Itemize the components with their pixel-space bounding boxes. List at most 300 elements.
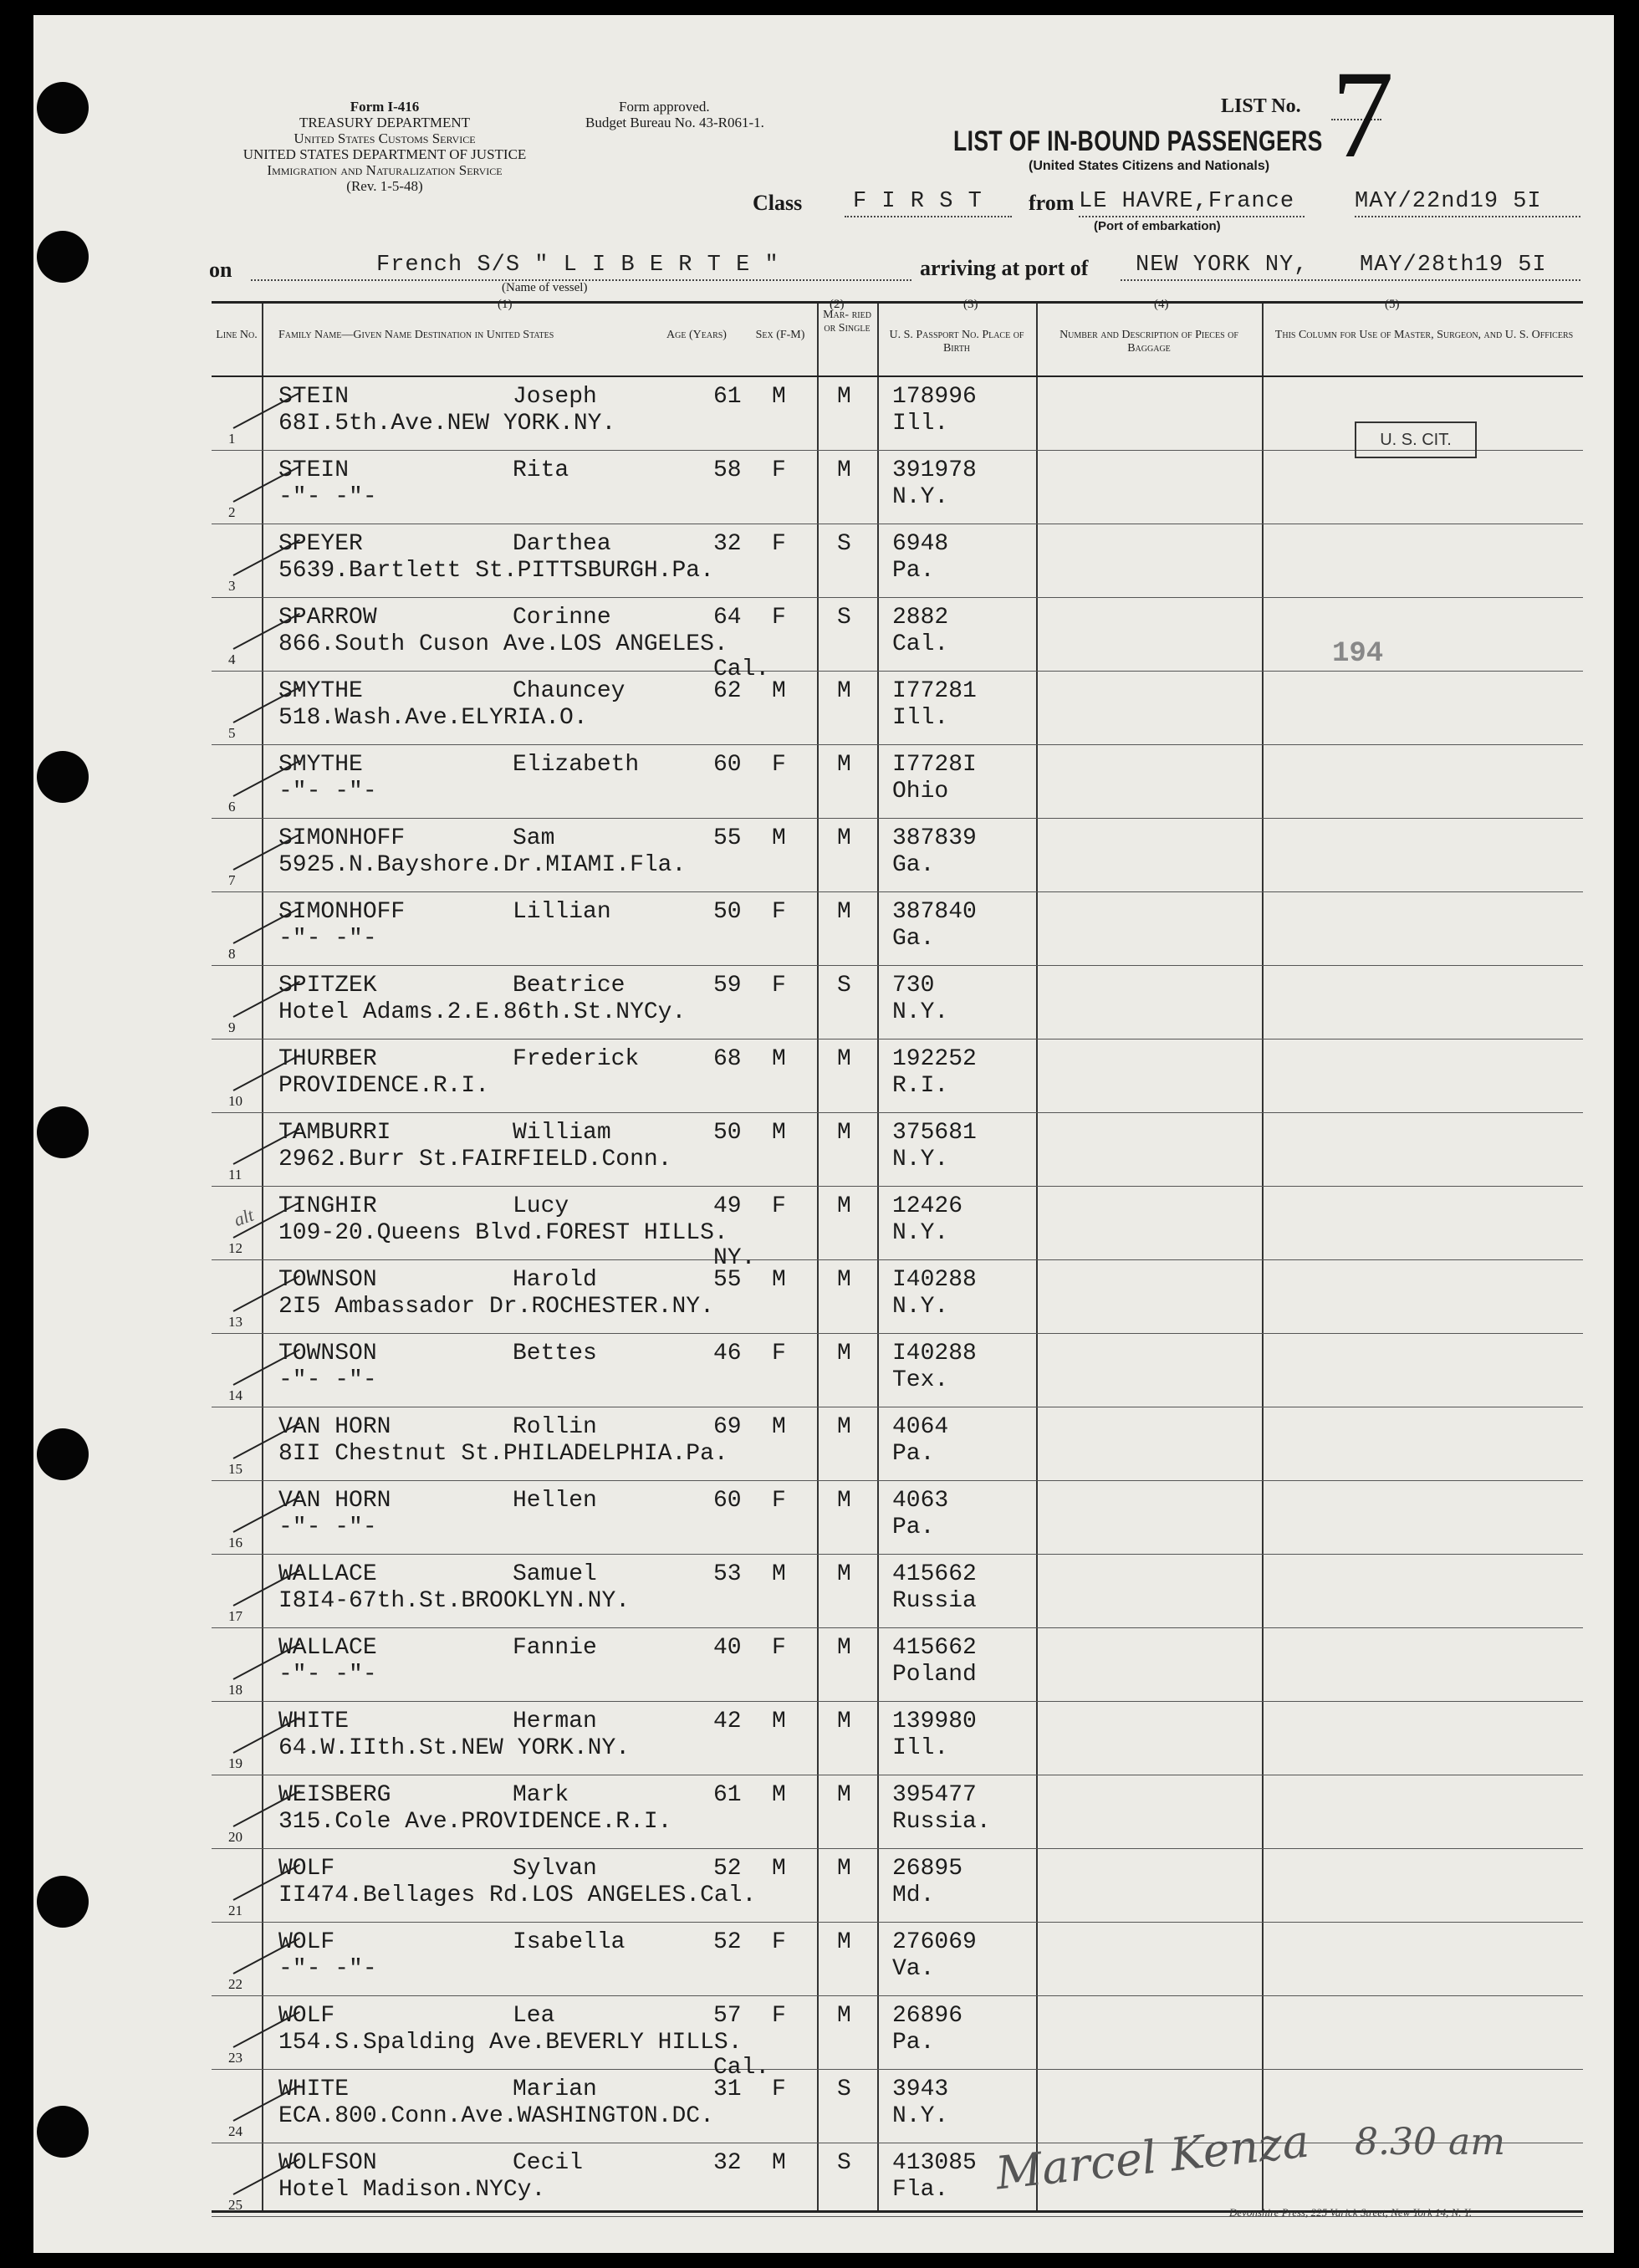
line-number: 11 [228, 1167, 243, 1183]
passport-number: 415662 [892, 1561, 977, 1587]
approval-block [585, 99, 836, 130]
given-name: Sylvan [513, 1856, 597, 1882]
passport-number: 395477 [892, 1782, 977, 1808]
age: 60 [713, 1488, 742, 1514]
given-name: Lea [513, 2003, 555, 2029]
marital-status: M [837, 1488, 851, 1514]
budget-bureau: Budget Bureau No. 43-R061-1. [585, 115, 764, 130]
table-row [212, 451, 1583, 524]
sex: M [772, 1856, 786, 1882]
family-name: WOLF [278, 1856, 335, 1882]
place-of-birth: Pa. [892, 2030, 935, 2056]
passport-number: 276069 [892, 1929, 977, 1955]
class-value: F I R S T [853, 189, 983, 214]
marital-status: S [837, 2150, 851, 2176]
family-name: WHITE [278, 2076, 350, 2102]
age: 53 [713, 1561, 742, 1587]
destination: I8I4-67th.St.BROOKLYN.NY. [278, 1588, 631, 1614]
age: 60 [713, 752, 742, 778]
table-row [212, 1113, 1583, 1187]
passport-number: 387839 [892, 825, 977, 851]
table-row [212, 892, 1583, 966]
embark-date: MAY/22nd19 5I [1355, 189, 1542, 214]
age: 55 [713, 1267, 742, 1293]
col-head-name: Family Name—Given Name Destination in United States [278, 329, 554, 341]
given-name: Beatrice [513, 973, 625, 999]
place-of-birth: N.Y. [892, 1147, 949, 1172]
table-row [212, 745, 1583, 819]
marital-status: M [837, 678, 851, 704]
sex: F [772, 899, 786, 925]
family-name: SIMONHOFF [278, 825, 406, 851]
given-name: Harold [513, 1267, 597, 1293]
given-name: Cecil [513, 2150, 584, 2176]
table-row [212, 819, 1583, 892]
binder-hole [37, 751, 89, 803]
sex: M [772, 2150, 786, 2176]
place-of-birth: N.Y. [892, 2103, 949, 2129]
sex: F [772, 1193, 786, 1219]
destination: -"- -"- [278, 1662, 377, 1688]
passport-number: 2882 [892, 605, 949, 631]
given-name: Corinne [513, 605, 611, 631]
marital-status: M [837, 1341, 851, 1366]
sex: F [772, 973, 786, 999]
place-of-birth: N.Y. [892, 999, 949, 1025]
table-row [212, 1407, 1583, 1481]
marital-status: M [837, 1856, 851, 1882]
family-name: WOLF [278, 1929, 335, 1955]
sex: F [772, 605, 786, 631]
line-number: 19 [228, 1755, 243, 1771]
passport-number: 415662 [892, 1635, 977, 1661]
table-row [212, 1996, 1583, 2070]
destination: -"- -"- [278, 1367, 377, 1393]
place-of-birth: Poland [892, 1662, 977, 1688]
table-row [212, 1555, 1583, 1628]
col-head-age: Age (Years) [666, 329, 727, 341]
place-of-birth: Tex. [892, 1367, 949, 1393]
table-row [212, 1260, 1583, 1334]
given-name: Fannie [513, 1635, 597, 1661]
destination: 2962.Burr St.FAIRFIELD.Conn. [278, 1147, 672, 1172]
age: 61 [713, 1782, 742, 1808]
customs-service: United States Customs Service [294, 130, 476, 146]
destination: -"- -"- [278, 1515, 377, 1540]
destination: 518.Wash.Ave.ELYRIA.O. [278, 705, 588, 731]
place-of-birth: Cal. [892, 631, 949, 657]
line-number: 18 [228, 1682, 243, 1698]
given-name: William [513, 1120, 611, 1146]
justice-dept: UNITED STATES DEPARTMENT OF JUSTICE [243, 146, 527, 162]
marital-status: S [837, 2076, 851, 2102]
form-subtitle: (United States Citizens and Nationals) [1029, 159, 1270, 173]
place-of-birth: N.Y. [892, 1294, 949, 1320]
sex: M [772, 1267, 786, 1293]
given-name: Sam [513, 825, 555, 851]
family-name: SMYTHE [278, 678, 363, 704]
destination: 109-20.Queens Blvd.FOREST HILLS. [278, 1220, 728, 1246]
destination: -"- -"- [278, 1956, 377, 1982]
port-underline [1121, 279, 1363, 281]
passport-number: 178996 [892, 384, 977, 410]
form-revision: (Rev. 1-5-48) [346, 178, 423, 194]
age: 55 [713, 825, 742, 851]
passport-number: 12426 [892, 1193, 963, 1219]
passport-number: I40288 [892, 1341, 977, 1366]
treasury-dept: TREASURY DEPARTMENT [299, 115, 471, 130]
marital-status: M [837, 1709, 851, 1734]
age: 32 [713, 531, 742, 557]
passport-number: 6948 [892, 531, 949, 557]
destination-continuation: Cal. [713, 656, 770, 682]
form-block [192, 99, 577, 194]
line-number: 3 [228, 578, 236, 594]
line-number: 1 [228, 431, 236, 447]
destination: -"- -"- [278, 926, 377, 952]
destination: -"- -"- [278, 484, 377, 510]
sex: M [772, 1709, 786, 1734]
line-number: 14 [228, 1387, 243, 1403]
place-of-birth: Ohio [892, 779, 949, 805]
table-row [212, 1849, 1583, 1923]
line-number: 5 [228, 725, 236, 741]
sex: F [772, 1488, 786, 1514]
given-name: Bettes [513, 1341, 597, 1366]
inspector-signature: Marcel Kenza [993, 2114, 1312, 2200]
family-name: THURBER [278, 1046, 377, 1072]
col-number-5: (5) [1385, 298, 1400, 311]
given-name: Lucy [513, 1193, 569, 1219]
age: 58 [713, 457, 742, 483]
line-number: 23 [228, 2050, 243, 2066]
age: 59 [713, 973, 742, 999]
family-name: SPEYER [278, 531, 363, 557]
marital-status: M [837, 1635, 851, 1661]
family-name: SPITZEK [278, 973, 377, 999]
sex: M [772, 825, 786, 851]
destination: ECA.800.Conn.Ave.WASHINGTON.DC. [278, 2103, 714, 2129]
line-number: 13 [228, 1314, 243, 1330]
form-approved: Form approved. [619, 99, 710, 115]
arrival-date-underline [1355, 279, 1580, 281]
officer-note: 194 [1332, 638, 1384, 670]
arrival-port: NEW YORK NY, [1136, 253, 1309, 278]
line-number: 24 [228, 2123, 243, 2139]
age: 46 [713, 1341, 742, 1366]
line-number: 22 [228, 1976, 243, 1992]
sex: F [772, 1341, 786, 1366]
line-number: 16 [228, 1535, 243, 1550]
destination: 2I5 Ambassador Dr.ROCHESTER.NY. [278, 1294, 714, 1320]
sex: F [772, 752, 786, 778]
passport-number: 26895 [892, 1856, 963, 1882]
sex: F [772, 2076, 786, 2102]
col-head-sex: Sex (F-M) [755, 329, 805, 341]
sex: F [772, 2003, 786, 2029]
marital-status: M [837, 1561, 851, 1587]
binder-hole [37, 1876, 89, 1928]
us-citizen-stamp: U. S. CIT. [1355, 421, 1477, 458]
marital-status: M [837, 2003, 851, 2029]
family-name: TOWNSON [278, 1341, 377, 1366]
family-name: STEIN [278, 384, 350, 410]
sex: M [772, 384, 786, 410]
destination: 315.Cole Ave.PROVIDENCE.R.I. [278, 1809, 672, 1835]
place-of-birth: Russia. [892, 1809, 991, 1835]
destination: PROVIDENCE.R.I. [278, 1073, 490, 1099]
class-underline [845, 216, 1012, 217]
line-number: 8 [228, 946, 236, 962]
place-of-birth: Ill. [892, 705, 949, 731]
place-of-birth: Pa. [892, 1441, 935, 1467]
given-name: Mark [513, 1782, 569, 1808]
binder-hole [37, 1106, 89, 1158]
marital-status: M [837, 1782, 851, 1808]
sex: M [772, 1046, 786, 1072]
given-name: Lillian [513, 899, 611, 925]
family-name: WOLFSON [278, 2150, 377, 2176]
age: 50 [713, 899, 742, 925]
sex: M [772, 1782, 786, 1808]
passport-number: I7728I [892, 752, 977, 778]
place-of-birth: Ill. [892, 1735, 949, 1761]
place-of-birth: R.I. [892, 1073, 949, 1099]
given-name: Herman [513, 1709, 597, 1734]
marital-status: M [837, 384, 851, 410]
sex: M [772, 1120, 786, 1146]
line-number: 6 [228, 799, 236, 815]
passport-number: 26896 [892, 2003, 963, 2029]
margin-note: alt [231, 1203, 257, 1231]
col-head-married: Mar- ried or Single [823, 309, 871, 335]
family-name: WALLACE [278, 1561, 377, 1587]
col-number-4: (4) [1154, 298, 1169, 311]
given-name: Frederick [513, 1046, 640, 1072]
on-label: on [209, 258, 232, 282]
vessel-caption: (Name of vessel) [502, 281, 588, 294]
passport-number: 192252 [892, 1046, 977, 1072]
passport-number: 3943 [892, 2076, 949, 2102]
age: 52 [713, 1929, 742, 1955]
passport-number: I77281 [892, 678, 977, 704]
place-of-birth: Pa. [892, 558, 935, 584]
destination: 64.W.IIth.St.NEW YORK.NY. [278, 1735, 631, 1761]
sex: F [772, 1929, 786, 1955]
from-underline [1079, 216, 1305, 217]
sex: M [772, 1561, 786, 1587]
given-name: Rollin [513, 1414, 597, 1440]
given-name: Rita [513, 457, 569, 483]
sex: M [772, 1414, 786, 1440]
age: 42 [713, 1709, 742, 1734]
destination: 5925.N.Bayshore.Dr.MIAMI.Fla. [278, 852, 687, 878]
family-name: STEIN [278, 457, 350, 483]
table-row [212, 1628, 1583, 1702]
sex: M [772, 678, 786, 704]
family-name: TINGHIR [278, 1193, 377, 1219]
destination: Hotel Madison.NYCy. [278, 2177, 546, 2203]
passport-number: 4064 [892, 1414, 949, 1440]
given-name: Joseph [513, 384, 597, 410]
line-number: 12 [228, 1240, 243, 1256]
given-name: Samuel [513, 1561, 597, 1587]
given-name: Chauncey [513, 678, 625, 704]
marital-status: S [837, 605, 851, 631]
col-head-line: Line No. [216, 329, 258, 341]
place-of-birth: N.Y. [892, 484, 949, 510]
place-of-birth: Md. [892, 1882, 935, 1908]
age: 40 [713, 1635, 742, 1661]
from-value: LE HAVRE,France [1079, 189, 1295, 214]
family-name: VAN HORN [278, 1414, 391, 1440]
passport-number: 730 [892, 973, 935, 999]
marital-status: M [837, 1193, 851, 1219]
from-label: from [1029, 191, 1075, 215]
age: 64 [713, 605, 742, 631]
col-head-passport: U. S. Passport No. Place of Birth [889, 329, 1024, 355]
marital-status: M [837, 1046, 851, 1072]
family-name: TAMBURRI [278, 1120, 391, 1146]
age: 61 [713, 384, 742, 410]
embark-caption: (Port of embarkation) [1094, 219, 1221, 233]
table-row [212, 1702, 1583, 1775]
passport-number: 413085 [892, 2150, 977, 2176]
place-of-birth: Ga. [892, 926, 935, 952]
given-name: Elizabeth [513, 752, 640, 778]
marital-status: M [837, 1120, 851, 1146]
place-of-birth: Va. [892, 1956, 935, 1982]
destination: 8II Chestnut St.PHILADELPHIA.Pa. [278, 1441, 728, 1467]
line-number: 7 [228, 872, 236, 888]
table-row [212, 966, 1583, 1040]
family-name: SMYTHE [278, 752, 363, 778]
immigration-service: Immigration and Naturalization Service [267, 162, 503, 178]
marital-status: M [837, 1929, 851, 1955]
col-head-officers: This Column for Use of Master, Surgeon, and U. S. Officers [1274, 329, 1574, 341]
signature-time-note: 8.30 am [1355, 2121, 1505, 2163]
destination-continuation: Cal. [713, 2055, 770, 2081]
destination: Hotel Adams.2.E.86th.St.NYCy. [278, 999, 687, 1025]
embark-date-underline [1355, 216, 1580, 217]
form-number: Form I-416 [350, 99, 420, 115]
table-row [212, 1481, 1583, 1555]
marital-status: M [837, 752, 851, 778]
passenger-table [212, 301, 1583, 2213]
family-name: WEISBERG [278, 1782, 391, 1808]
age: 32 [713, 2150, 742, 2176]
line-number: 4 [228, 651, 236, 667]
printer-footer: Devonshire Press, 225 Varick Street, New York 14, N. Y. [1229, 2206, 1473, 2219]
line-number: 9 [228, 1019, 236, 1035]
age: 68 [713, 1046, 742, 1072]
sex: F [772, 457, 786, 483]
line-number: 2 [228, 504, 236, 520]
age: 49 [713, 1193, 742, 1219]
line-number: 10 [228, 1093, 243, 1109]
family-name: WOLF [278, 2003, 335, 2029]
given-name: Darthea [513, 531, 611, 557]
marital-status: S [837, 973, 851, 999]
arrival-date: MAY/28th19 5I [1360, 253, 1547, 278]
list-no: 7 [1331, 45, 1394, 184]
table-row [212, 1923, 1583, 1996]
col-head-baggage: Number and Description of Pieces of Baggage [1059, 329, 1238, 355]
passport-number: 4063 [892, 1488, 949, 1514]
table-row [212, 672, 1583, 745]
destination: 866.South Cuson Ave.LOS ANGELES. [278, 631, 728, 657]
binder-hole [37, 231, 89, 283]
passport-number: 391978 [892, 457, 977, 483]
passport-number: 387840 [892, 899, 977, 925]
destination: 68I.5th.Ave.NEW YORK.NY. [278, 411, 616, 437]
document-page [33, 15, 1614, 2253]
destination-continuation: NY. [713, 1245, 756, 1271]
list-no-label: LIST No. [1221, 95, 1301, 117]
destination: 154.S.Spalding Ave.BEVERLY HILLS. [278, 2030, 743, 2056]
age: 50 [713, 1120, 742, 1146]
table-row [212, 524, 1583, 598]
place-of-birth: Ga. [892, 852, 935, 878]
line-number: 17 [228, 1608, 243, 1624]
destination: II474.Bellages Rd.LOS ANGELES.Cal. [278, 1882, 757, 1908]
destination: -"- -"- [278, 779, 377, 805]
place-of-birth: Russia [892, 1588, 977, 1614]
marital-status: M [837, 1414, 851, 1440]
line-number: 20 [228, 1829, 243, 1845]
class-label: Class [753, 191, 803, 215]
col-number-1: (1) [498, 298, 513, 311]
vessel-name: French S/S " L I B E R T E " [376, 253, 779, 278]
table-row [212, 1040, 1583, 1113]
place-of-birth: N.Y. [892, 1220, 949, 1246]
passport-number: 139980 [892, 1709, 977, 1734]
place-of-birth: Fla. [892, 2177, 949, 2203]
marital-status: M [837, 825, 851, 851]
given-name: Hellen [513, 1488, 597, 1514]
table-row [212, 1334, 1583, 1407]
line-number: 25 [228, 2197, 243, 2213]
family-name: TOWNSON [278, 1267, 377, 1293]
form-title: LIST OF IN-BOUND PASSENGERS [953, 125, 1323, 157]
col-number-3: (3) [963, 298, 978, 311]
marital-status: S [837, 531, 851, 557]
given-name: Marian [513, 2076, 597, 2102]
destination: 5639.Bartlett St.PITTSBURGH.Pa. [278, 558, 714, 584]
family-name: SIMONHOFF [278, 899, 406, 925]
binder-hole [37, 1428, 89, 1480]
age: 31 [713, 2076, 742, 2102]
sex: F [772, 1635, 786, 1661]
family-name: WALLACE [278, 1635, 377, 1661]
passport-number: 375681 [892, 1120, 977, 1146]
place-of-birth: Pa. [892, 1515, 935, 1540]
line-number: 21 [228, 1903, 243, 1918]
place-of-birth: Ill. [892, 411, 949, 437]
age: 52 [713, 1856, 742, 1882]
given-name: Isabella [513, 1929, 625, 1955]
passport-number: I40288 [892, 1267, 977, 1293]
marital-status: M [837, 457, 851, 483]
family-name: SPARROW [278, 605, 377, 631]
marital-status: M [837, 899, 851, 925]
marital-status: M [837, 1267, 851, 1293]
table-row [212, 1775, 1583, 1849]
binder-hole [37, 2106, 89, 2158]
age: 62 [713, 678, 742, 704]
age: 57 [713, 2003, 742, 2029]
sex: F [772, 531, 786, 557]
